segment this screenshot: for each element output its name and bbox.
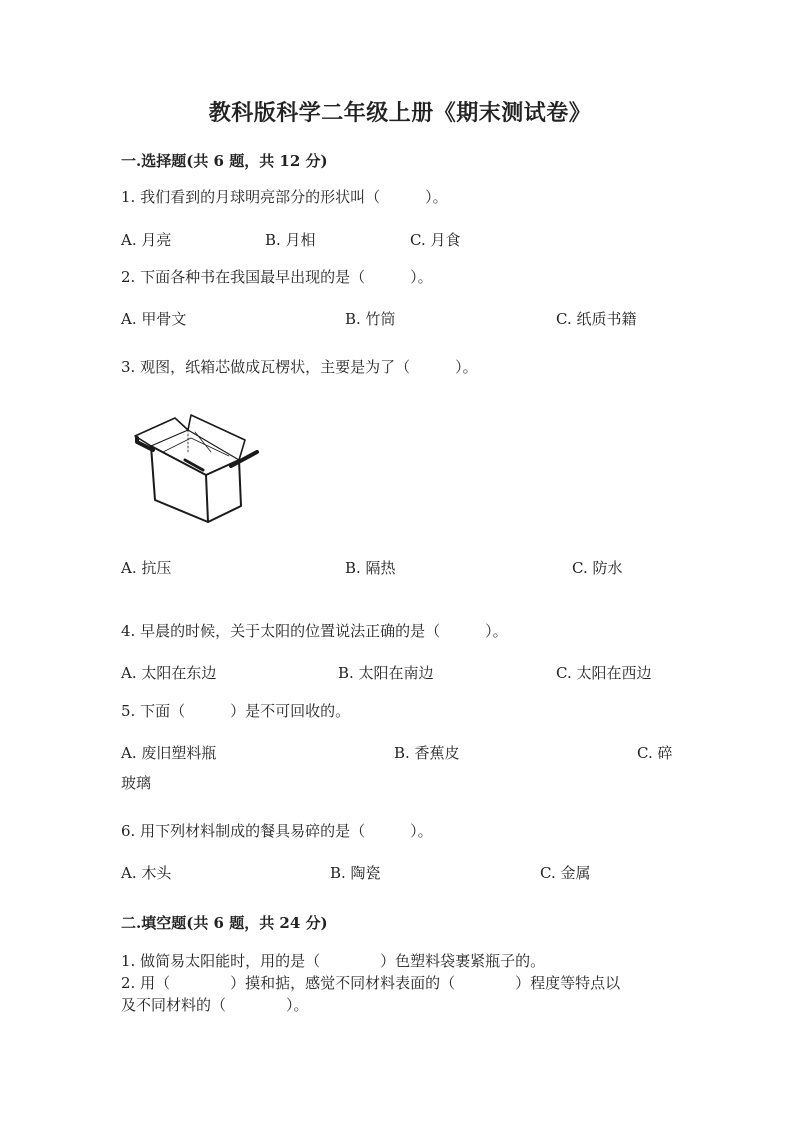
option-a: A. 废旧塑料瓶 [121, 744, 217, 762]
option-c: C. 月食 [410, 231, 461, 249]
option-b: B. 陶瓷 [330, 864, 381, 882]
question-stem: 2. 下面各种书在我国最早出现的是（ ）。 [121, 268, 433, 286]
cardboard-box-figure [133, 412, 265, 524]
option-c: C. 太阳在西边 [556, 664, 652, 682]
option-b: B. 香蕉皮 [394, 744, 460, 762]
option-b: B. 隔热 [345, 559, 396, 577]
question-stem: 4. 早晨的时候，关于太阳的位置说法正确的是（ ）。 [121, 622, 508, 640]
option-a: A. 木头 [121, 864, 172, 882]
option-c: C. 碎 [637, 744, 673, 762]
option-b: B. 月相 [265, 231, 316, 249]
question-stem: 6. 用下列材料制成的餐具易碎的是（ ）。 [121, 822, 433, 840]
option-c: C. 纸质书籍 [556, 310, 637, 328]
option-c: C. 防水 [572, 559, 623, 577]
page-title: 教科版科学二年级上册《期末测试卷》 [208, 100, 592, 126]
question-stem: 1. 我们看到的月球明亮部分的形状叫（ ）。 [121, 188, 448, 206]
option-a: A. 太阳在东边 [121, 664, 217, 682]
fill-question-line: 及不同材料的（ ）。 [121, 996, 309, 1014]
section-heading-choice: 一.选择题(共 6 题，共 12 分) [121, 152, 328, 170]
option-a: A. 抗压 [121, 559, 172, 577]
question-stem: 3. 观图，纸箱芯做成瓦楞状，主要是为了（ ）。 [121, 358, 478, 376]
option-a: A. 甲骨文 [121, 310, 187, 328]
option-c: C. 金属 [540, 864, 591, 882]
question-stem: 5. 下面（ ）是不可回收的。 [121, 702, 351, 720]
option-b: B. 竹筒 [345, 310, 396, 328]
option-b: B. 太阳在南边 [338, 664, 434, 682]
option-c-continued: 玻璃 [121, 774, 152, 792]
fill-question-line: 2. 用（ ）摸和掂，感觉不同材料表面的（ ）程度等特点以 [121, 974, 621, 992]
option-a: A. 月亮 [121, 231, 172, 249]
fill-question-line: 1. 做简易太阳能时，用的是（ ）色塑料袋裹紧瓶子的。 [121, 952, 546, 970]
section-heading-fill: 二.填空题(共 6 题，共 24 分) [121, 914, 328, 932]
